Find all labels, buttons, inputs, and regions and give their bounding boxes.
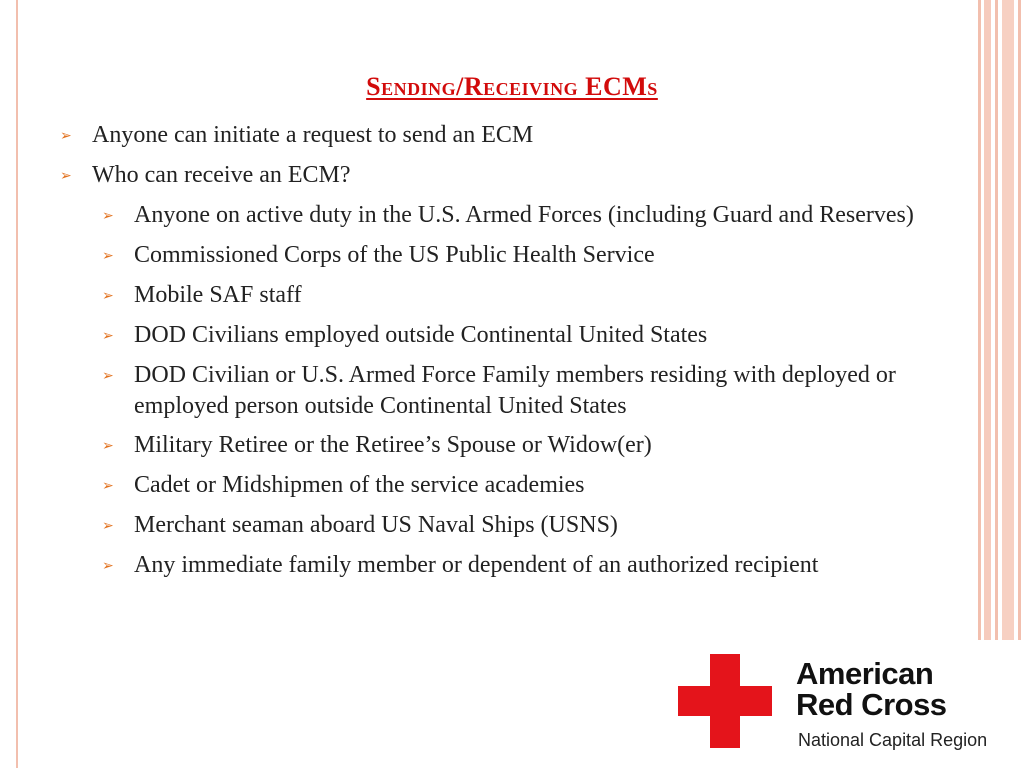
arrow-bullet-icon: ➢ (102, 208, 114, 224)
bullet-item (102, 550, 970, 582)
bullet-text: Anyone can initiate a request to send an ECM (92, 122, 534, 148)
bullet-item (102, 240, 970, 272)
bullet-text: Merchant seaman aboard US Naval Ships (USNS) (134, 512, 618, 538)
arrow-bullet-icon: ➢ (60, 128, 72, 144)
bullet-text: Mobile SAF staff (134, 282, 302, 308)
bullet-text: Military Retiree or the Retiree’s Spouse or Widow(er) (134, 432, 652, 458)
bullet-item (102, 320, 970, 352)
logo-name-line2: Red Cross (796, 687, 947, 722)
arrow-bullet-icon: ➢ (60, 168, 72, 184)
bullet-item (102, 360, 970, 422)
arrow-bullet-icon: ➢ (102, 288, 114, 304)
arrow-bullet-icon: ➢ (102, 368, 114, 384)
arrow-bullet-icon: ➢ (102, 248, 114, 264)
logo-name-line1: American (796, 656, 934, 691)
arrow-bullet-icon: ➢ (102, 478, 114, 494)
bullet-item (102, 510, 970, 542)
bullet-item (102, 200, 970, 232)
bullet-item (102, 430, 970, 462)
arrow-bullet-icon: ➢ (102, 558, 114, 574)
bullet-text: Any immediate family member or dependent of an authorized recipient (134, 552, 819, 578)
bullet-item (60, 120, 970, 152)
bullet-item (60, 160, 970, 192)
bullet-text: Commissioned Corps of the US Public Health Service (134, 242, 655, 268)
bullet-item (102, 280, 970, 312)
bullet-text: Anyone on active duty in the U.S. Armed Forces (including Guard and Reserves) (134, 202, 914, 228)
bullet-list (60, 120, 970, 590)
bullet-item (102, 470, 970, 502)
bullet-text: DOD Civilians employed outside Continental United States (134, 322, 708, 348)
slide-title: Sending/Receiving ECMs (366, 72, 658, 101)
logo-region: National Capital Region (798, 730, 988, 750)
american-red-cross-logo (664, 640, 1024, 768)
arrow-bullet-icon: ➢ (102, 518, 114, 534)
bullet-text: Cadet or Midshipmen of the service academies (134, 472, 585, 498)
arrow-bullet-icon: ➢ (102, 328, 114, 344)
arrow-bullet-icon: ➢ (102, 438, 114, 454)
logo-organization-name (796, 658, 947, 720)
bullet-text: Who can receive an ECM? (92, 162, 351, 188)
bullet-text: DOD Civilian or U.S. Armed Force Family members residing with deployed or employed person outside Continental United States (134, 362, 896, 419)
left-border-line (16, 0, 18, 768)
